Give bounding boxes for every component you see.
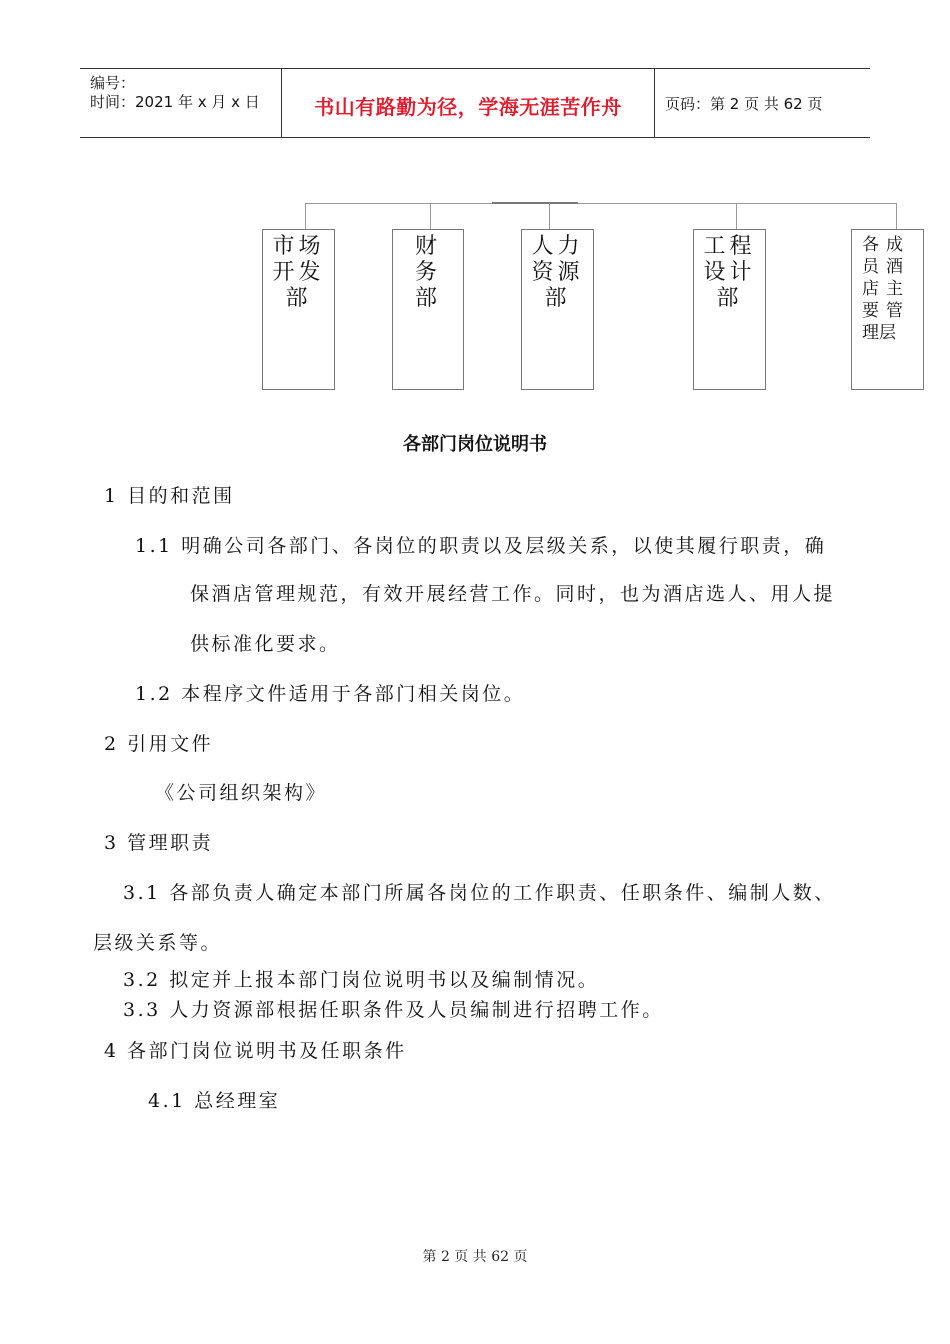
org-chart <box>0 0 950 400</box>
section-4-heading: 4 各部门岗位说明书及任职条件 <box>104 1040 407 1062</box>
org-box-label: 财 务 部 <box>414 234 441 311</box>
org-box-market-development <box>262 229 335 390</box>
section-3-heading: 3 管理职责 <box>104 832 214 854</box>
org-box-right-column: 成 酒 主 管 <box>886 235 903 321</box>
org-connector-v5 <box>896 203 897 229</box>
header-motto: 书山有路勤为径，学海无涯苦作舟 <box>314 95 622 119</box>
section-2-reference: 《公司组织架构》 <box>155 782 328 804</box>
org-connector-v4 <box>736 203 737 229</box>
org-box-human-resources <box>521 229 594 390</box>
org-box-label: 市场 开发 部 <box>272 234 325 311</box>
org-connector-horizontal <box>305 203 897 204</box>
section-1-heading: 1 目的和范围 <box>104 485 235 507</box>
org-connector-v2 <box>430 203 431 229</box>
section-2-heading: 2 引用文件 <box>104 733 214 755</box>
section-1-1-line-3: 供标准化要求。 <box>190 633 341 655</box>
org-box-label: 人力 资源 部 <box>531 234 584 311</box>
org-connector-v1 <box>305 203 306 229</box>
section-3-3: 3.3 人力资源部根据任职条件及人员编制进行招聘工作。 <box>123 999 664 1021</box>
org-box-left-column: 各 员 店 要 理层 <box>862 235 896 343</box>
page-footer: 第 2 页 共 62 页 <box>422 1249 528 1265</box>
document-number-label: 编号： <box>90 74 136 92</box>
org-connector-v3 <box>549 203 550 229</box>
org-box-engineering-design <box>693 229 766 390</box>
section-4-1-heading: 4.1 总经理室 <box>148 1090 281 1112</box>
section-1-1-line-1: 1.1 明确公司各部门、各岗位的职责以及层级关系，以使其履行职责，确 <box>135 535 827 557</box>
document-title: 各部门岗位说明书 <box>403 434 547 455</box>
section-3-1-line-1: 3.1 各部负责人确定本部门所属各岗位的工作职责、任职条件、编制人数、 <box>123 882 836 904</box>
section-3-2: 3.2 拟定并上报本部门岗位说明书以及编制情况。 <box>123 969 600 991</box>
header-page-info: 页码：第 2 页 共 62 页 <box>665 95 823 113</box>
org-box-label: 工程 设计 部 <box>703 234 756 311</box>
section-3-1-line-2: 层级关系等。 <box>93 932 223 954</box>
section-1-2: 1.2 本程序文件适用于各部门相关岗位。 <box>135 683 526 705</box>
org-box-finance <box>392 229 464 390</box>
document-date: 时间：2021 年 x 月 x 日 <box>90 93 260 111</box>
org-box-hotel-management <box>851 229 924 390</box>
section-1-1-line-2: 保酒店管理规范，有效开展经营工作。同时，也为酒店选人、用人提 <box>190 583 836 605</box>
org-connector-stub <box>492 202 578 204</box>
